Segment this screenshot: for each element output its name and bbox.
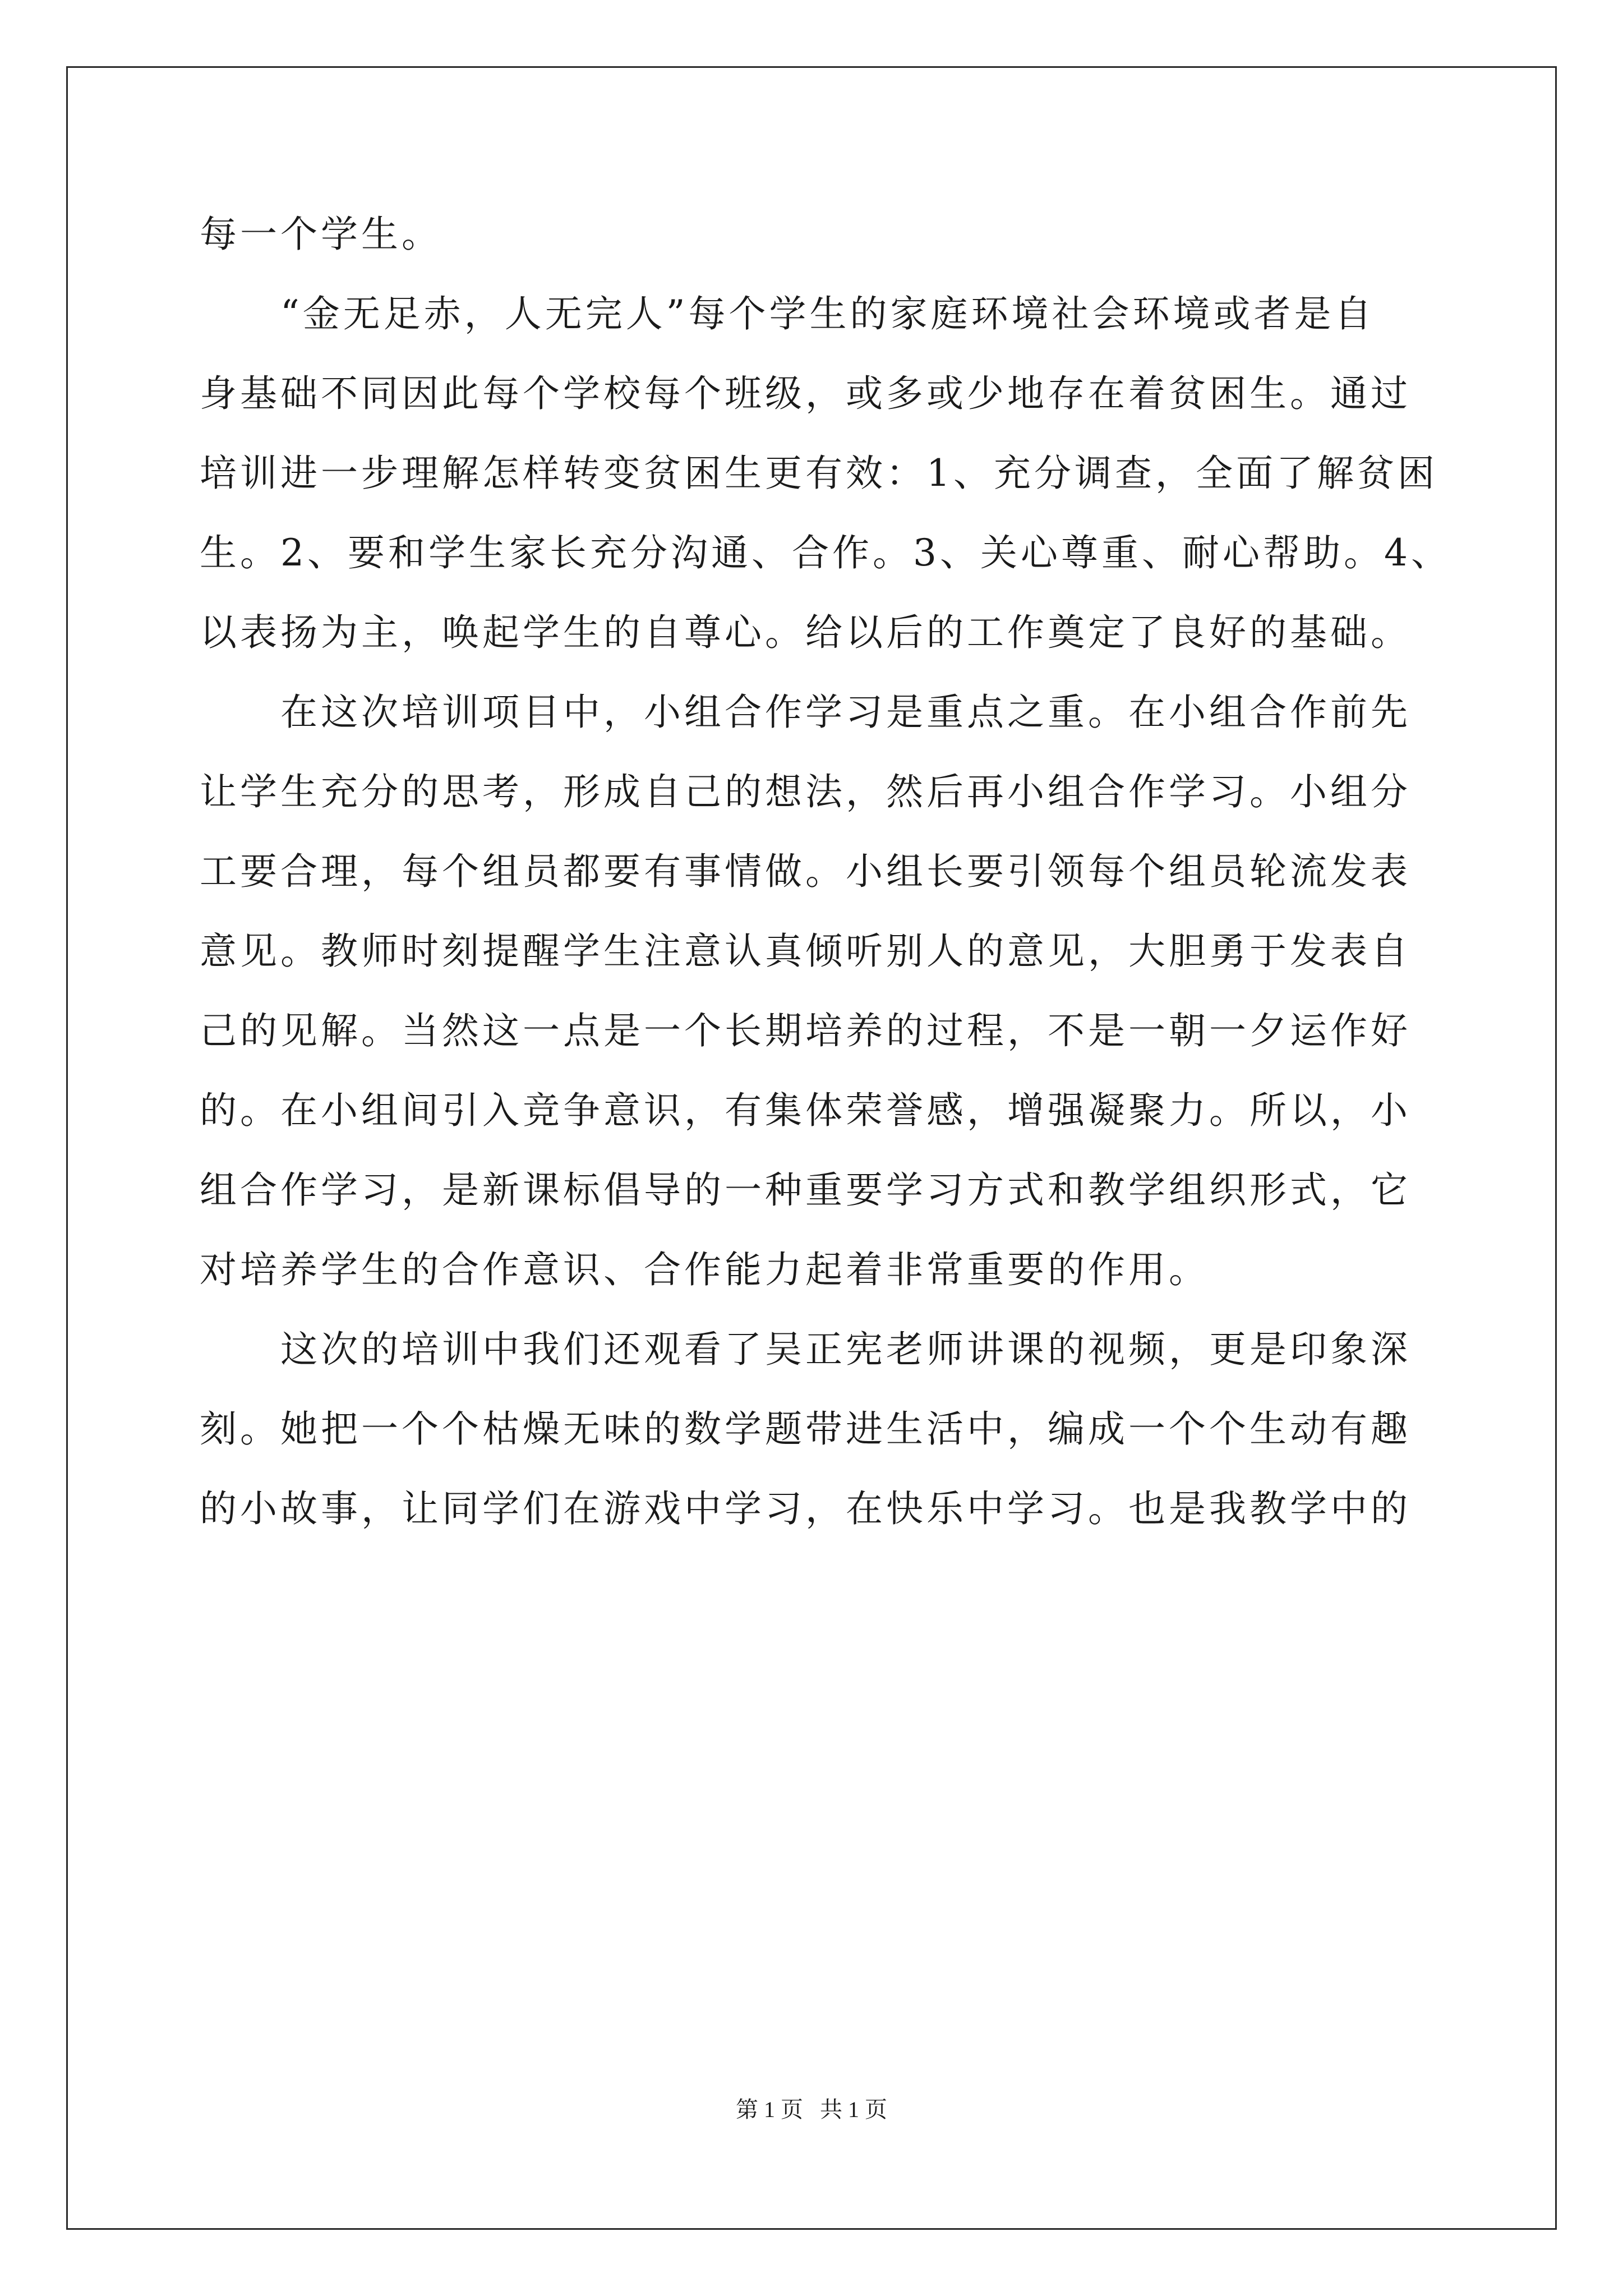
text-line: 的小故事，让同学们在游戏中学习，在快乐中学习。也是我教学中的 (200, 1487, 1411, 1530)
text-line: 组合作学习，是新课标倡导的一种重要学习方式和教学组织形式，它 (200, 1168, 1411, 1212)
document-body (200, 206, 1451, 1561)
text-line: 身基础不同因此每个学校每个班级，或多或少地存在着贫困生。通过 (200, 372, 1411, 415)
text-line: 意见。教师时刻提醒学生注意认真倾听别人的意见，大胆勇于发表自 (200, 930, 1411, 973)
text-line: 对培养学生的合作意识、合作能力起着非常重要的作用。 (200, 1248, 1209, 1291)
text-line: 每一个学生。 (200, 213, 442, 256)
page-number-label: 第 1 页 共 1 页 (736, 2097, 887, 2122)
text-line: 的。在小组间引入竞争意识，有集体荣誉感，增强凝聚力。所以，小 (200, 1089, 1411, 1132)
text-line: “金无足赤，人无完人”每个学生的家庭环境社会环境或者是自 (200, 292, 1375, 335)
text-line: 以表扬为主，唤起学生的自尊心。给以后的工作奠定了良好的基础。 (200, 611, 1411, 654)
text-line: 让学生充分的思考，形成自己的想法，然后再小组合作学习。小组分 (200, 770, 1411, 813)
text-line: 己的见解。当然这一点是一个长期培养的过程，不是一朝一夕运作好 (200, 1009, 1411, 1052)
page-footer (0, 2096, 1623, 2124)
text-line: 工要合理，每个组员都要有事情做。小组长要引领每个组员轮流发表 (200, 850, 1411, 893)
text-line: 生。2、要和学生家长充分沟通、合作。3、关心尊重、耐心帮助。4、 (200, 531, 1451, 574)
text-line: 培训进一步理解怎样转变贫困生更有效：1、充分调查，全面了解贫困 (200, 452, 1438, 495)
text-line: 在这次培训项目中，小组合作学习是重点之重。在小组合作前先 (200, 691, 1411, 734)
text-line: 刻。她把一个个枯燥无味的数学题带进生活中，编成一个个生动有趣 (200, 1407, 1411, 1451)
text-line: 这次的培训中我们还观看了吴正宪老师讲课的视频，更是印象深 (200, 1328, 1411, 1371)
